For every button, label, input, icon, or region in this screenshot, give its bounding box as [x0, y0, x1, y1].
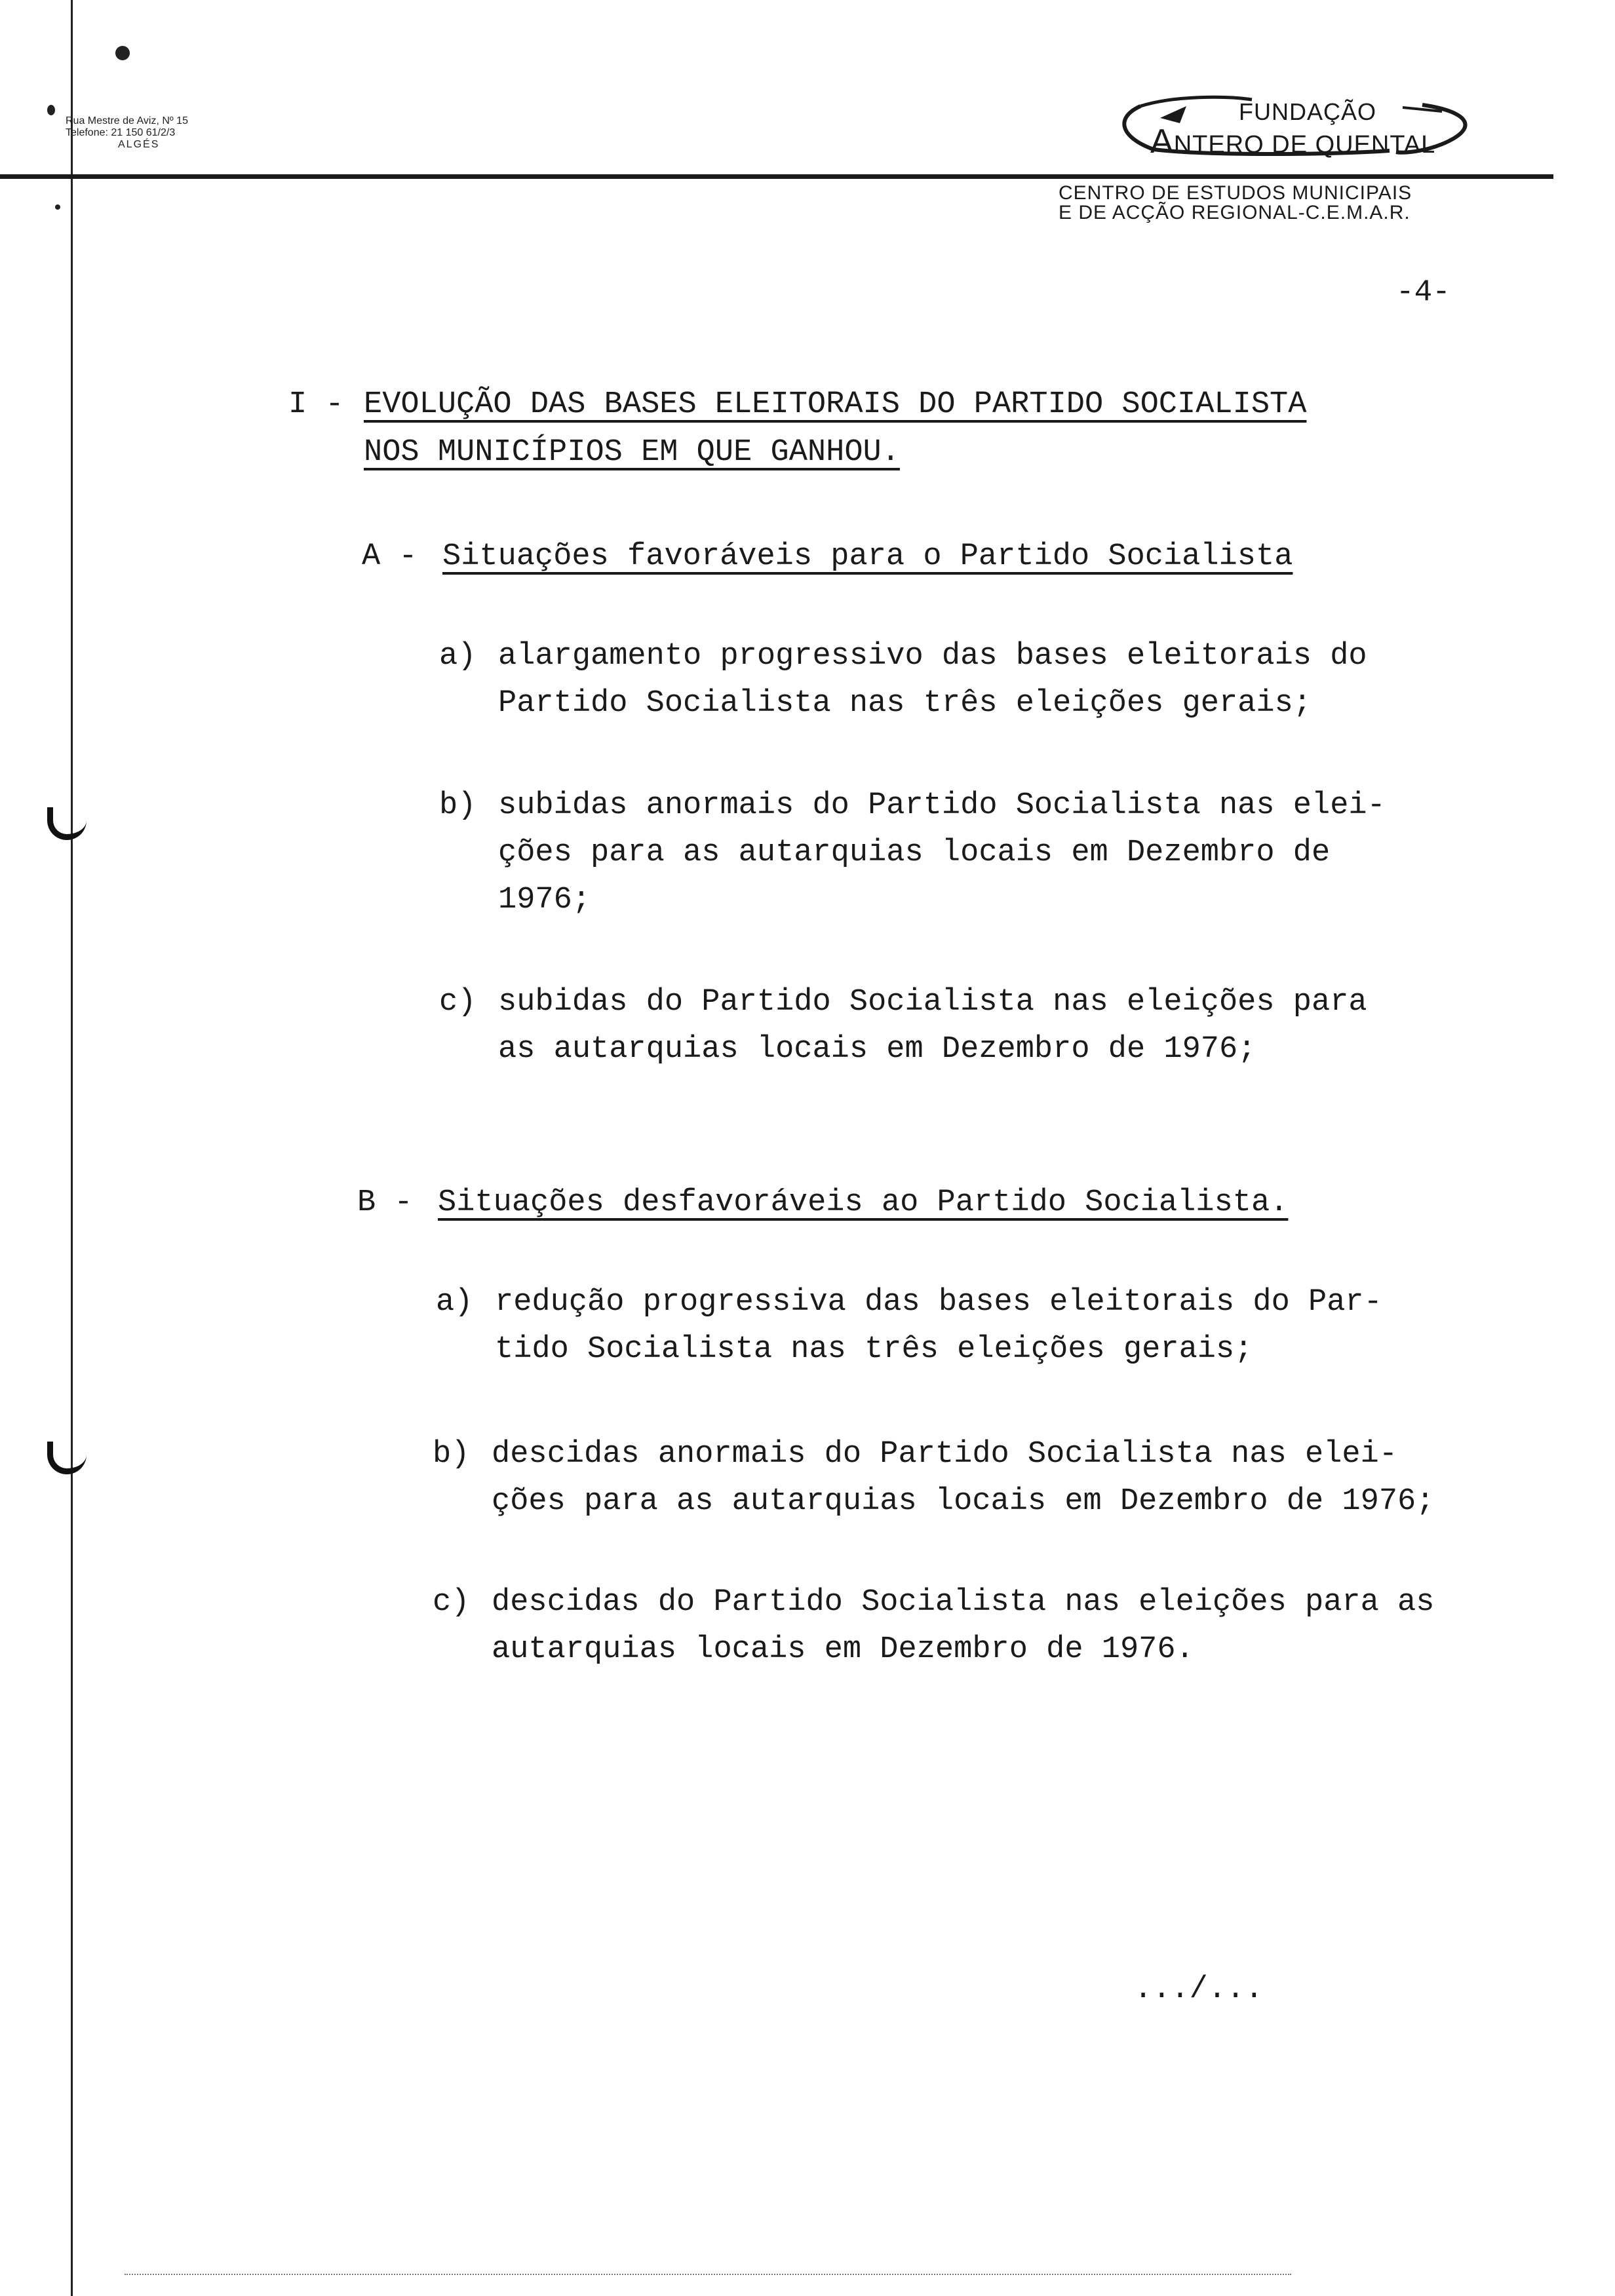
address-locality: ALGÉS — [118, 139, 160, 150]
list-item-marker: a) — [439, 639, 477, 674]
subsection-title: Situações favoráveis para o Partido Socialista — [442, 539, 1293, 574]
sender-address — [66, 115, 188, 151]
center-name-line2: E DE ACÇÃO REGIONAL-C.E.M.A.R. — [1059, 202, 1411, 223]
list-item-marker: c) — [433, 1585, 470, 1620]
logo-name: NTERO DE QUENTAL — [1173, 131, 1436, 159]
section-label: I - — [288, 387, 344, 422]
logo-text-bottom — [1150, 122, 1435, 161]
list-item-text: ções para as autarquias locais em Dezembro de — [498, 835, 1331, 870]
list-item-text: descidas do Partido Socialista nas eleições para as — [492, 1585, 1435, 1620]
list-item-text: subidas do Partido Socialista nas eleições para — [498, 985, 1367, 1020]
section-title-line2: NOS MUNICÍPIOS EM QUE GANHOU. — [364, 435, 900, 470]
list-item-text: as autarquias locais em Dezembro de 1976; — [498, 1032, 1256, 1067]
list-item-text: autarquias locais em Dezembro de 1976. — [492, 1632, 1194, 1667]
address-street: Rua Mestre de Aviz, Nº 15 — [66, 115, 188, 126]
subsection-label: A - — [362, 539, 418, 574]
foundation-logo — [1114, 92, 1481, 161]
center-name — [1059, 183, 1412, 223]
subsection-title: Situações desfavoráveis ao Partido Socialista. — [438, 1185, 1289, 1220]
list-item-marker: a) — [436, 1285, 473, 1320]
section-title-line1: EVOLUÇÃO DAS BASES ELEITORAIS DO PARTIDO SOCIALISTA — [364, 387, 1307, 422]
continuation-marker: .../... — [1134, 1972, 1264, 2007]
logo-text-top: FUNDAÇÃO — [1239, 98, 1377, 125]
list-item-text: descidas anormais do Partido Socialista nas elei- — [492, 1437, 1398, 1472]
punch-hole-mark — [47, 1442, 87, 1474]
footer-rule — [125, 2274, 1291, 2275]
list-item-text: 1976; — [498, 883, 591, 917]
list-item-text: ções para as autarquias locais em Dezembro de 1976; — [492, 1484, 1435, 1519]
list-item-marker: c) — [439, 985, 477, 1020]
punch-hole-mark — [47, 807, 87, 840]
list-item-text: alargamento progressivo das bases eleitorais do — [498, 639, 1367, 674]
center-name-line1: CENTRO DE ESTUDOS MUNICIPAIS — [1059, 182, 1412, 204]
list-item-text: Partido Socialista nas três eleições gerais; — [498, 686, 1312, 721]
list-item-marker: b) — [439, 788, 477, 823]
address-phone: Telefone: 21 150 61/2/3 — [66, 127, 176, 138]
ink-speck — [47, 105, 55, 115]
header-rule — [0, 174, 1553, 179]
ink-speck — [55, 204, 60, 210]
binding-margin-line — [71, 0, 73, 2296]
ink-speck — [115, 46, 130, 60]
logo-initial: A — [1150, 123, 1174, 161]
page-number: -4- — [1396, 275, 1450, 309]
list-item-text: redução progressiva das bases eleitorais do Par- — [495, 1285, 1382, 1320]
list-item-marker: b) — [433, 1437, 470, 1472]
list-item-text: tido Socialista nas três eleições gerais; — [495, 1332, 1253, 1367]
list-item-text: subidas anormais do Partido Socialista nas elei- — [498, 788, 1386, 823]
subsection-label: B - — [357, 1185, 413, 1220]
